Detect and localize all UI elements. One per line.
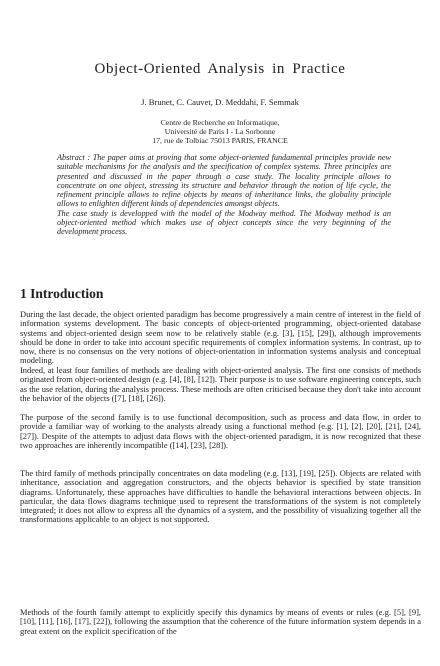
body-paragraph xyxy=(20,469,421,525)
abstract-paragraph: Abstract : The paper aims at proving that some object-oriented fundamental principles provide new suitable mechanisms for the analysis and the specification of complex systems. Three principles are presented and discussed in the paper through a case study. The locality principle allows to concentrate on one object, stressing its structure and behavior through the notion of life cycle, the refinement principle allows to refine objects by means of inheritance links, the globality principle allows to enlighten different kinds of dependencies amongst objects. xyxy=(57,153,391,209)
body-paragraph xyxy=(20,413,421,450)
paragraph-text: Methods of the fourth family attempt to explicitly specify this dynamics by means of events or rules (e.g. [5], [9], [10], [11], [16], [17], [22]), following the assumption that the coherence of the future information system depends in a great extent on the explicit specification of the xyxy=(20,607,421,636)
paragraph-text: The purpose of the second family is to use functional decomposition, such as process and data flow, in order to provide a familiar way of working to the analysts already using a functional method (e.g. [1], [2], [20], [21], [24], [27]). Despite of the attempts to adjust data flows with the object-oriented paradigm, it is now recognized that these two approaches are inherently incompatible ([14], [23], [28]). xyxy=(20,412,421,450)
body-paragraph xyxy=(20,608,421,636)
body-paragraph xyxy=(20,310,421,366)
author-list: J. Brunet, C. Cauvet, D. Meddahi, F. Semmak xyxy=(141,97,299,107)
affiliation-line: 17, rue de Tolbiac 75013 PARIS, FRANCE xyxy=(152,136,288,145)
abstract xyxy=(57,153,391,237)
affiliation-line: Centre de Recherche en Informatique, xyxy=(160,118,280,127)
affiliation-line: Université de Paris I - La Sorbonne xyxy=(164,127,276,136)
paragraph-text: During the last decade, the object oriented paradigm has become progressively a main centre of interest in the field of information systems development. The basic concepts of object-oriented programming, object-oriented database systems and object-oriented design seem now to be relatively stable (e.g. [3], [15], [29]), although improvements should be done in order to take into account specific requirements of complex information systems. In contrast, up to now, there is no consensus on the very notions of object-orientation in information systems analysis and conceptual modeling. xyxy=(20,309,421,366)
section-heading: 1 Introduction xyxy=(20,286,104,301)
body-paragraph xyxy=(20,366,421,403)
paragraph-text: The third family of methods principally concentrates on data modeling (e.g. [13], [19], [25]). Objects are related with inheritance, association and aggregation constructors, and the objects behavior is specified by state transition diagrams. Unfortunately, these approaches have difficulties to handle the behavioral interactions between objects. In particular, the data flows diagrams technique used to represent the transformations of the system is not completely integrated; it does not allow to express all the dynamics of a system, and the possibility of visualizing together all the transformations applicable to an object is not supported. xyxy=(20,468,421,525)
paragraph-text: Indeed, at least four families of methods are dealing with object-oriented analysis. The first one consists of methods originated from object-oriented design (e.g. [4], [8], [12]). Their purpose is to use software engineering concepts, such as the use relation, during the analysis process. These methods are often criticised because they don't take into account the behavior of the objects ([7], [18], [26]). xyxy=(20,365,421,403)
paper-title: Object-Oriented Analysis in Practice xyxy=(94,61,346,77)
abstract-paragraph: The case study is developped with the model of the Modway method. The Modway method is an object-oriented method which makes use of object concepts since the very beginning of the development process. xyxy=(57,208,391,237)
